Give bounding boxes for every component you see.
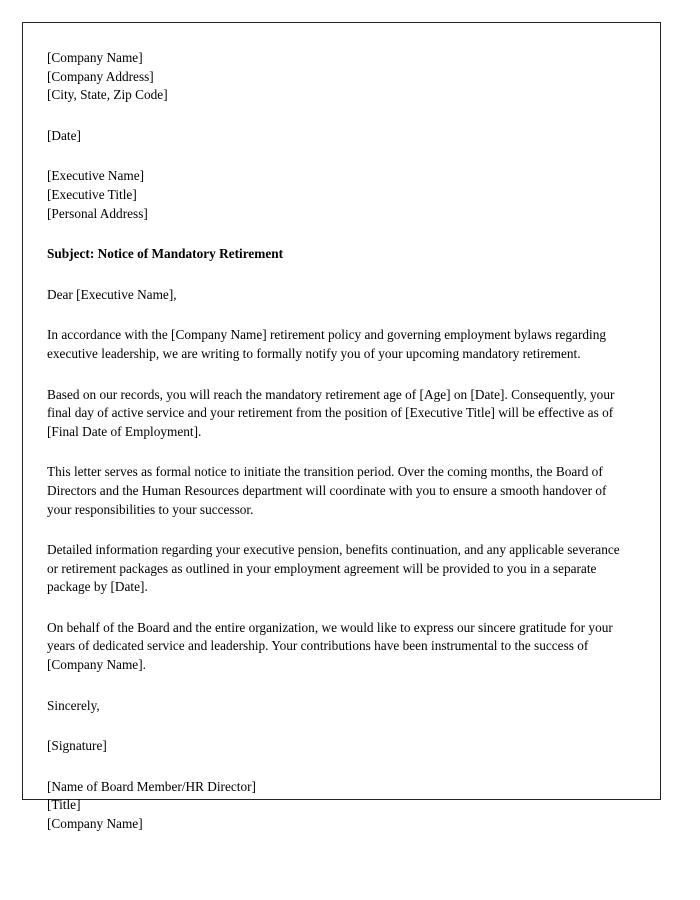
paragraph-gratitude	[47, 619, 633, 675]
closing-salutation: Sincerely,	[47, 697, 100, 713]
signature-block	[47, 737, 633, 756]
sender-city-state-zip: [City, State, Zip Code]	[47, 87, 168, 103]
recipient-address-block	[47, 167, 633, 223]
subject-block	[47, 245, 633, 264]
sender-address-block	[47, 49, 633, 105]
paragraph-text: This letter serves as formal notice to initiate the transition period. Over the coming months, the Board of Directors and the Human Resources department will coordinate with you to ensure a smooth handover of your responsibilities to your successor.	[47, 464, 607, 517]
signer-details-block	[47, 778, 633, 834]
date-block	[47, 127, 633, 146]
recipient-title: [Executive Title]	[47, 186, 137, 202]
signer-title: [Title]	[47, 797, 81, 813]
letter-content	[47, 49, 633, 834]
letter-date: [Date]	[47, 127, 81, 143]
recipient-name: [Executive Name]	[47, 168, 145, 184]
paragraph-retirement-age	[47, 386, 633, 442]
paragraph-pension-benefits	[47, 541, 633, 597]
signer-company: [Company Name]	[47, 816, 143, 832]
paragraph-text: Based on our records, you will reach the mandatory retirement age of [Age] on [Date]. Consequently, your final day of active service and your retirement from the position of [Executive Title] will be effective as of [Final Date of Employment].	[47, 386, 615, 439]
paragraph-text: On behalf of the Board and the entire organization, we would like to express our sincere gratitude for your years of dedicated service and leadership. Your contributions have been instrumental to the success of [Company Name].	[47, 619, 613, 673]
salutation-block	[47, 286, 633, 305]
letter-page-frame	[22, 22, 661, 832]
signer-name: [Name of Board Member/HR Director]	[47, 778, 256, 794]
closing-block	[47, 697, 633, 716]
paragraph-policy-notice	[47, 326, 633, 363]
salutation: Dear [Executive Name],	[47, 286, 177, 302]
paragraph-text: In accordance with the [Company Name] retirement policy and governing employment bylaws regarding executive leadership, we are writing to formally notify you of your upcoming mandatory retirement.	[47, 327, 607, 361]
sender-company-address: [Company Address]	[47, 68, 154, 84]
paragraph-transition-period	[47, 463, 633, 519]
subject-line: Subject: Notice of Mandatory Retirement	[47, 246, 284, 262]
paragraph-text: Detailed information regarding your executive pension, benefits continuation, and any applicable severance or retirement packages as outlined in your employment agreement will be provided to you in a separate package by [Date].	[47, 542, 620, 595]
recipient-address: [Personal Address]	[47, 205, 148, 221]
sender-company-name: [Company Name]	[47, 50, 143, 65]
signature-placeholder: [Signature]	[47, 738, 107, 754]
